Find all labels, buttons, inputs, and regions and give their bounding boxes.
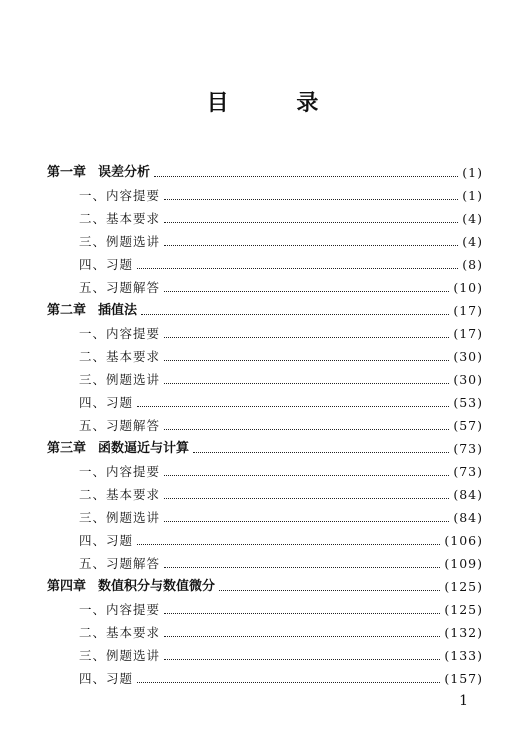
section-page-ref: (84) [453, 510, 483, 525]
dot-leader [164, 483, 449, 506]
toc-section-entry[interactable] [47, 253, 483, 276]
section-label: 三、例题选讲 [79, 372, 161, 387]
section-label: 二、基本要求 [79, 625, 161, 640]
chapter-number: 第二章 [47, 303, 87, 318]
chapter-title: 函数逼近与计算 [98, 441, 190, 456]
section-page-ref: (4) [462, 234, 483, 249]
section-label: 二、基本要求 [79, 211, 161, 226]
dot-leader [137, 253, 458, 276]
toc-section-entry[interactable] [47, 621, 483, 644]
dot-leader [164, 414, 449, 437]
toc-chapter-entry[interactable] [47, 299, 483, 322]
toc-section-entry[interactable] [47, 207, 483, 230]
toc-section-entry[interactable] [47, 368, 483, 391]
dot-leader [164, 460, 449, 483]
section-page-ref: (53) [453, 395, 483, 410]
chapter-page-ref: (17) [453, 303, 483, 318]
section-page-ref: (57) [453, 418, 483, 433]
dot-leader [164, 345, 449, 368]
section-label: 一、内容提要 [79, 326, 161, 341]
section-label: 三、例题选讲 [79, 648, 161, 663]
chapter-title: 插值法 [98, 303, 138, 318]
section-page-ref: (125) [444, 602, 483, 617]
section-label: 五、习题解答 [79, 556, 161, 571]
page-number: 1 [459, 693, 468, 709]
dot-leader [164, 598, 440, 621]
chapter-number: 第一章 [47, 165, 87, 180]
section-page-ref: (30) [453, 349, 483, 364]
section-label: 一、内容提要 [79, 602, 161, 617]
dot-leader [154, 161, 458, 184]
dot-leader [164, 184, 458, 207]
toc-section-entry[interactable] [47, 414, 483, 437]
dot-leader [193, 437, 449, 460]
section-label: 四、习题 [79, 395, 134, 410]
dot-leader [164, 322, 449, 345]
section-label: 四、习题 [79, 257, 134, 272]
section-label: 五、习题解答 [79, 280, 161, 295]
chapter-label [47, 161, 150, 184]
toc-section-entry[interactable] [47, 552, 483, 575]
section-page-ref: (30) [453, 372, 483, 387]
section-page-ref: (10) [453, 280, 483, 295]
section-page-ref: (157) [444, 671, 483, 686]
chapter-label [47, 575, 215, 598]
section-label: 二、基本要求 [79, 349, 161, 364]
section-label: 五、习题解答 [79, 418, 161, 433]
section-page-ref: (133) [444, 648, 483, 663]
section-page-ref: (106) [444, 533, 483, 548]
dot-leader [164, 276, 449, 299]
chapter-number: 第四章 [47, 579, 87, 594]
section-label: 三、例题选讲 [79, 234, 161, 249]
section-page-ref: (17) [453, 326, 483, 341]
section-page-ref: (132) [444, 625, 483, 640]
section-label: 一、内容提要 [79, 188, 161, 203]
section-label: 四、习题 [79, 533, 134, 548]
dot-leader [137, 391, 449, 414]
dot-leader [164, 621, 440, 644]
toc-section-entry[interactable] [47, 345, 483, 368]
section-page-ref: (8) [462, 257, 483, 272]
toc-chapter-entry[interactable] [47, 437, 483, 460]
dot-leader [219, 575, 440, 598]
chapter-title: 误差分析 [98, 165, 151, 180]
toc-section-entry[interactable] [47, 391, 483, 414]
chapter-page-ref: (73) [453, 441, 483, 456]
section-label: 一、内容提要 [79, 464, 161, 479]
toc-section-entry[interactable] [47, 598, 483, 621]
toc-section-entry[interactable] [47, 276, 483, 299]
section-page-ref: (109) [444, 556, 483, 571]
toc-chapter-entry[interactable] [47, 575, 483, 598]
dot-leader [164, 506, 449, 529]
toc-section-entry[interactable] [47, 644, 483, 667]
page-title: 目 录 [206, 90, 349, 116]
toc-section-entry[interactable] [47, 184, 483, 207]
chapter-title: 数值积分与数值微分 [98, 579, 216, 594]
dot-leader [164, 368, 449, 391]
dot-leader [164, 644, 440, 667]
table-of-contents [47, 161, 483, 690]
toc-section-entry[interactable] [47, 230, 483, 253]
toc-section-entry[interactable] [47, 460, 483, 483]
dot-leader [164, 552, 440, 575]
section-label: 四、习题 [79, 671, 134, 686]
dot-leader [164, 207, 458, 230]
chapter-label [47, 299, 137, 322]
section-page-ref: (73) [453, 464, 483, 479]
toc-section-entry[interactable] [47, 667, 483, 690]
dot-leader [137, 667, 440, 690]
chapter-page-ref: (1) [462, 165, 483, 180]
toc-section-entry[interactable] [47, 529, 483, 552]
chapter-page-ref: (125) [444, 579, 483, 594]
dot-leader [137, 529, 440, 552]
toc-section-entry[interactable] [47, 322, 483, 345]
chapter-label [47, 437, 189, 460]
section-page-ref: (84) [453, 487, 483, 502]
section-label: 三、例题选讲 [79, 510, 161, 525]
dot-leader [164, 230, 458, 253]
toc-section-entry[interactable] [47, 506, 483, 529]
section-page-ref: (1) [462, 188, 483, 203]
toc-chapter-entry[interactable] [47, 161, 483, 184]
dot-leader [141, 299, 449, 322]
section-page-ref: (4) [462, 211, 483, 226]
section-label: 二、基本要求 [79, 487, 161, 502]
chapter-number: 第三章 [47, 441, 87, 456]
toc-section-entry[interactable] [47, 483, 483, 506]
